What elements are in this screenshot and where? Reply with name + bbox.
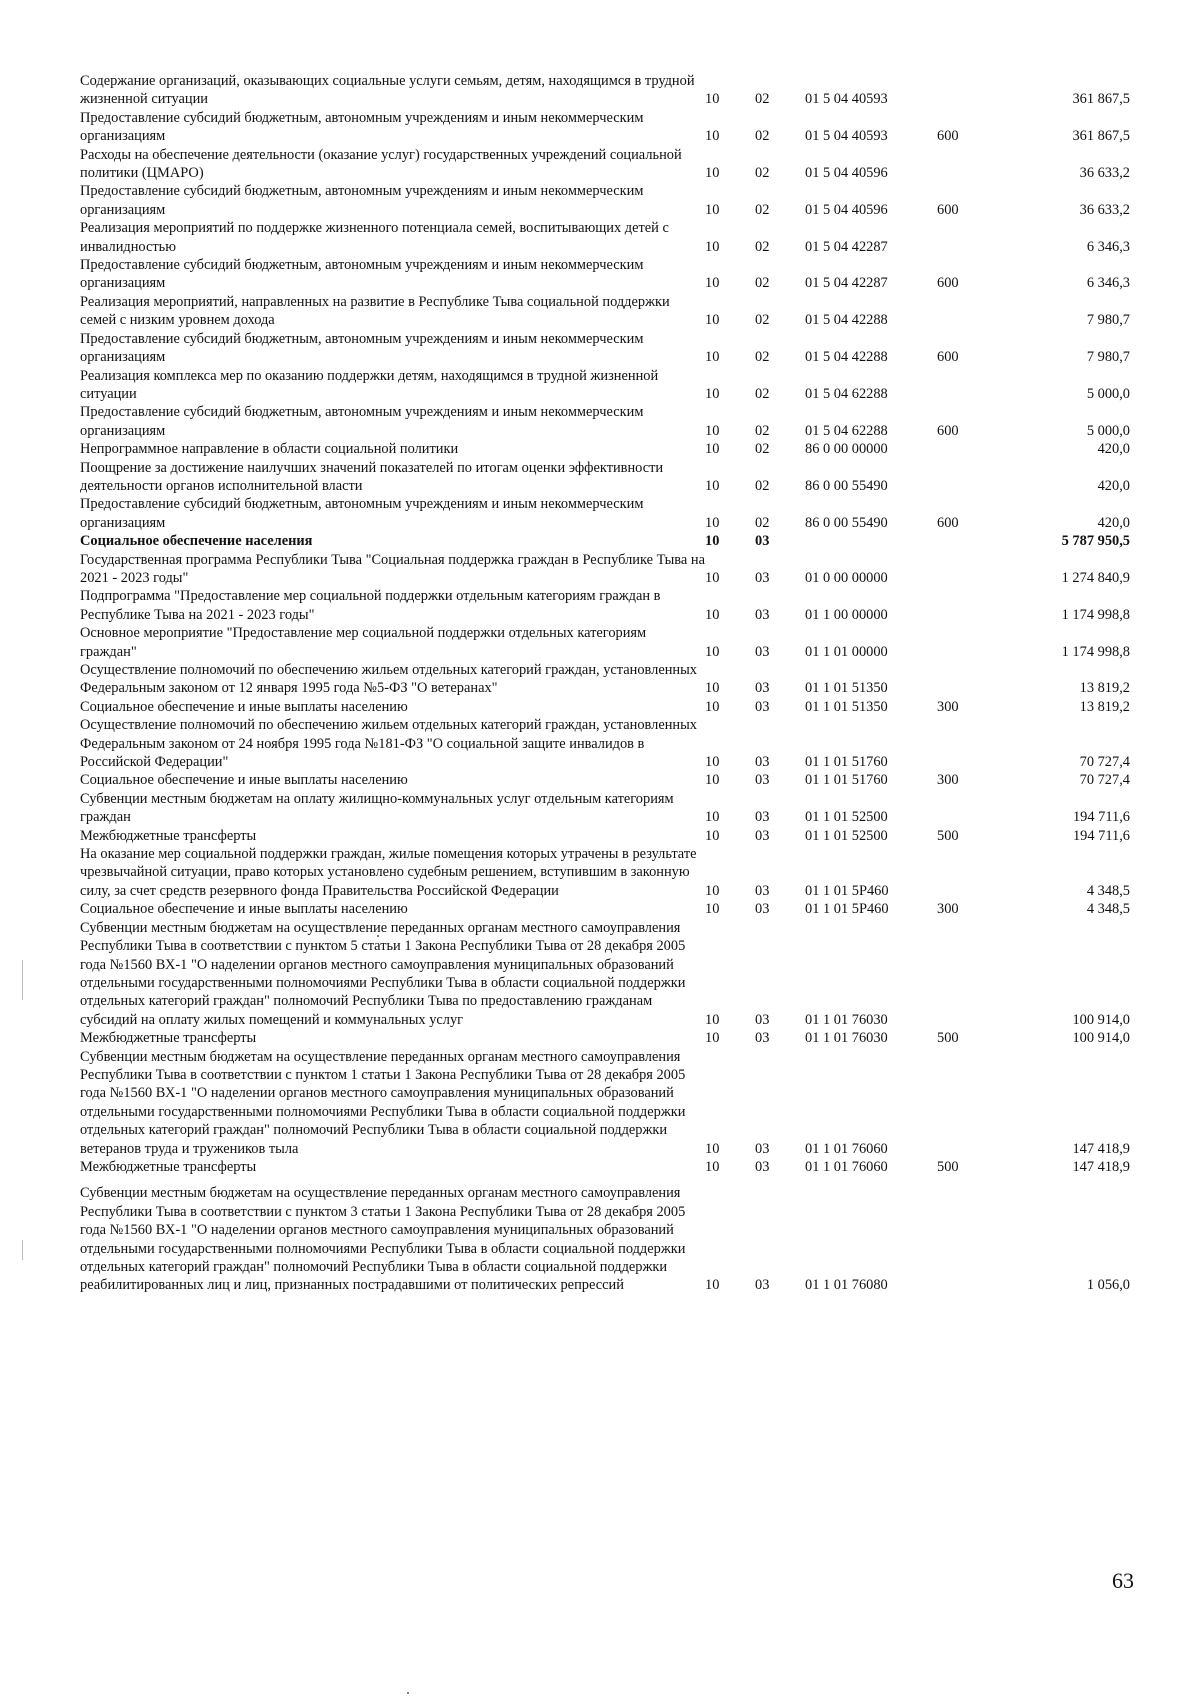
row-section: 10 [705,809,720,826]
row-name: Расходы на обеспечение деятельности (оказание услуг) государственных учреждений социальной политики (ЦМАРО) [80,146,682,182]
row-name: Межбюджетные трансферты [80,1158,257,1175]
row-target-article: 01 5 04 40596 [805,165,888,182]
row-name: Социальное обеспечение и иные выплаты населению [80,772,408,789]
row-subsection: 02 [755,128,770,145]
row-name: Реализация комплекса мер по оказанию поддержки детям, находящимся в трудной жизненной ситуации [80,367,659,402]
row-section: 10 [705,569,720,586]
row-subsection: 02 [755,422,770,439]
row-amount: 361 867,5 [1072,91,1130,108]
row-amount: 6 346,3 [1086,275,1130,292]
row-expense-type: 300 [937,698,959,715]
page-number: 63 [1112,1568,1134,1593]
row-target-article: 01 1 01 52500 [805,809,888,826]
row-subsection: 02 [755,238,770,255]
table-row [80,182,1130,219]
row-expense-type [937,219,1017,256]
row-expense-type [937,716,1017,771]
table-row [80,919,1130,1029]
row-expense-type [937,790,1017,827]
row-subsection: 02 [755,514,770,531]
row-subsection: 03 [755,569,770,586]
row-target-article: 86 0 00 00000 [805,441,888,458]
row-name: Предоставление субсидий бюджетным, автономным учреждениям и иным некоммерческим организациям [80,109,644,145]
table-row [80,1158,1130,1176]
row-target-article: 01 1 01 51760 [805,754,888,771]
row-amount: 1 174 998,8 [1061,643,1130,660]
row-expense-type [937,624,1017,661]
row-amount: 7 980,7 [1086,312,1130,329]
table-row [80,1176,1130,1294]
row-section: 10 [705,238,720,255]
row-section: 10 [705,385,720,402]
row-expense-type [937,661,1017,698]
row-name: Межбюджетные трансферты [80,1030,257,1047]
row-subsection: 03 [755,901,770,918]
row-subsection: 03 [755,643,770,660]
row-target-article: 01 1 01 76060 [805,1158,888,1175]
row-section: 10 [705,514,720,531]
budget-table [80,72,1130,1295]
row-target-article: 01 1 01 76030 [805,1011,888,1028]
row-section: 10 [705,606,720,623]
row-expense-type [937,459,1017,496]
row-amount: 6 346,3 [1086,238,1130,255]
row-subsection: 03 [755,1030,770,1047]
table-row [80,845,1130,900]
row-amount: 420,0 [1097,514,1130,531]
row-amount: 147 418,9 [1072,1158,1130,1175]
row-section: 10 [705,422,720,439]
row-target-article: 01 1 01 5Р460 [805,882,889,899]
row-target-article: 01 5 04 42287 [805,238,888,255]
row-section: 10 [705,275,720,292]
row-amount: 7 980,7 [1086,349,1130,366]
row-target-article: 01 1 01 51350 [805,680,888,697]
row-name: Субвенции местным бюджетам на осуществление переданных органам местного самоуправления Республики Тыва в соответствии с пунктом 3 статьи 1 Закона Республики Тыва от 28 декабря 2005 года №1560 ВХ-1 "О наделении органов местного самоуправления муниципальных образований отдельными государственными полномочиями Республики Тыва в области социальной поддержки отдельных категорий граждан" полномочий Республики Тыва в области социальной поддержки реабилитированных лиц и лиц, признанных пострадавшими от политических репрессий [80,1185,686,1294]
row-subsection: 03 [755,606,770,623]
table-row [80,109,1130,146]
row-amount: 36 633,2 [1079,201,1130,218]
row-name: Межбюджетные трансферты [80,827,257,844]
table-row [80,219,1130,256]
row-expense-type [937,845,1017,900]
row-subsection: 03 [755,754,770,771]
row-amount: 100 914,0 [1072,1030,1130,1047]
row-target-article: 01 1 01 52500 [805,827,888,844]
row-subsection: 02 [755,201,770,218]
row-subsection: 02 [755,349,770,366]
table-row [80,256,1130,293]
row-amount: 5 000,0 [1086,385,1130,402]
row-expense-type [937,1048,1017,1158]
row-name: Основное мероприятие "Предоставление мер социальной поддержки отдельных категориям граждан" [80,625,647,660]
row-target-article: 01 5 04 62288 [805,385,888,402]
table-row [80,1029,1130,1047]
row-subsection: 03 [755,827,770,844]
row-subsection: 03 [755,882,770,899]
row-section: 10 [705,533,720,550]
row-section: 10 [705,643,720,660]
row-target-article: 01 1 01 76030 [805,1030,888,1047]
row-amount: 1 174 998,8 [1061,606,1130,623]
table-row [80,146,1130,183]
row-target-article: 01 1 01 51350 [805,698,888,715]
row-amount: 194 711,6 [1072,827,1130,844]
table-row [80,459,1130,496]
row-target-article: 01 5 04 40593 [805,91,888,108]
row-target-article: 01 1 01 51760 [805,772,888,789]
row-expense-type [937,440,1017,458]
row-expense-type [937,1176,1017,1294]
table-row [80,551,1130,588]
row-section: 10 [705,1277,720,1294]
row-subsection: 03 [755,1277,770,1294]
row-section: 10 [705,201,720,218]
row-expense-type [937,293,1017,330]
table-row [80,827,1130,845]
scan-edge-mark [22,960,23,1000]
row-name: Социальное обеспечение и иные выплаты населению [80,901,408,918]
row-section: 10 [705,349,720,366]
row-amount: 4 348,5 [1086,882,1130,899]
row-subsection: 03 [755,1011,770,1028]
row-expense-type: 600 [937,275,959,292]
row-amount: 420,0 [1097,441,1130,458]
row-section: 10 [705,698,720,715]
row-target-article: 01 5 04 40593 [805,128,888,145]
row-amount: 5 000,0 [1086,422,1130,439]
row-amount: 420,0 [1097,477,1130,494]
table-row [80,771,1130,789]
row-name: Предоставление субсидий бюджетным, автономным учреждениям и иным некоммерческим организациям [80,404,644,439]
row-amount: 1 056,0 [1086,1277,1130,1294]
row-expense-type: 500 [937,1158,959,1175]
row-target-article [805,532,937,550]
row-name: Предоставление субсидий бюджетным, автономным учреждениям и иным некоммерческим организациям [80,496,644,531]
table-row [80,624,1130,661]
row-expense-type [937,72,1017,109]
row-amount: 1 274 840,9 [1061,569,1130,586]
row-target-article: 01 5 04 40596 [805,201,888,218]
row-name: Субвенции местным бюджетам на оплату жилищно-коммунальных услуг отдельным категориям граждан [80,790,674,826]
row-name: Предоставление субсидий бюджетным, автономным учреждениям и иным некоммерческим организациям [80,183,644,218]
row-expense-type [937,146,1017,183]
row-expense-type: 300 [937,901,959,918]
scan-speck [407,1692,409,1694]
row-section: 10 [705,165,720,182]
row-subsection: 03 [755,1158,770,1175]
row-target-article: 01 5 04 42287 [805,275,888,292]
row-target-article: 01 1 00 00000 [805,606,888,623]
table-row [80,698,1130,716]
row-name: Непрограммное направление в области социальной политики [80,441,459,458]
row-target-article: 01 5 04 42288 [805,312,888,329]
row-target-article: 01 5 04 42288 [805,349,888,366]
table-row [80,532,1130,550]
row-section: 10 [705,477,720,494]
row-expense-type: 500 [937,1030,959,1047]
row-target-article: 01 1 01 00000 [805,643,888,660]
table-row [80,440,1130,458]
row-subsection: 02 [755,91,770,108]
row-amount: 70 727,4 [1079,772,1130,789]
row-name: Поощрение за достижение наилучших значений показателей по итогам оценки эффективности деятельности органов исполнительной власти [80,459,664,494]
row-expense-type [937,919,1017,1029]
table-row [80,716,1130,771]
row-subsection: 03 [755,533,770,550]
table-row [80,661,1130,698]
row-name: Социальное обеспечение и иные выплаты населению [80,698,408,715]
row-expense-type: 300 [937,772,959,789]
row-target-article: 01 0 00 00000 [805,569,888,586]
row-expense-type [937,587,1017,624]
row-subsection: 03 [755,698,770,715]
row-section: 10 [705,772,720,789]
table-row [80,587,1130,624]
row-name: Осуществление полномочий по обеспечению жильем отдельных категорий граждан, установленных Федеральным законом от 24 ноября 1995 года №181-ФЗ "О социальной защите инвалидов в Российской Федерации" [80,717,697,771]
row-subsection: 02 [755,441,770,458]
row-name: Социальное обеспечение населения [80,533,313,550]
row-section: 10 [705,1011,720,1028]
row-name: На оказание мер социальной поддержки граждан, жилые помещения которых утрачены в результате чрезвычайной ситуации, право которых установлено судебным решением, вступившим в законную силу, за счет средств резервного фонда Правительства Российской Федерации [80,846,697,899]
row-amount: 13 819,2 [1079,698,1130,715]
row-expense-type: 600 [937,349,959,366]
row-amount: 361 867,5 [1072,128,1130,145]
row-amount: 70 727,4 [1079,754,1130,771]
budget-table-body [80,72,1130,1295]
row-amount: 147 418,9 [1072,1140,1130,1157]
row-name: Реализация мероприятий, направленных на развитие в Республике Тыва социальной поддержки семей с низким уровнем дохода [80,293,670,329]
row-section: 10 [705,128,720,145]
row-name: Подпрограмма "Предоставление мер социальной поддержки отдельным категориям граждан в Республике Тыва на 2021 - 2023 годы" [80,588,661,623]
row-name: Субвенции местным бюджетам на осуществление переданных органам местного самоуправления Республики Тыва в соответствии с пунктом 5 статьи 1 Закона Республики Тыва от 28 декабря 2005 года №1560 ВХ-1 "О наделении органов местного самоуправления муниципальных образований отдельными государственными полномочиями Республики Тыва в области социальной поддержки отдельных категорий граждан" полномочий Республики Тыва по предоставлению гражданам субсидий на оплату жилых помещений и коммунальных услуг [80,919,686,1028]
row-target-article: 01 5 04 62288 [805,422,888,439]
row-expense-type: 600 [937,422,959,439]
row-name: Осуществление полномочий по обеспечению жильем отдельных категорий граждан, установленных Федеральным законом от 12 января 1995 года №5-ФЗ "О ветеранах" [80,662,697,697]
row-subsection: 02 [755,385,770,402]
row-section: 10 [705,1140,720,1157]
table-row [80,495,1130,532]
row-subsection: 03 [755,1140,770,1157]
row-target-article: 86 0 00 55490 [805,477,888,494]
table-row [80,900,1130,918]
table-row [80,367,1130,404]
scan-edge-mark [22,1240,23,1260]
table-row [80,330,1130,367]
row-section: 10 [705,91,720,108]
row-section: 10 [705,882,720,899]
row-section: 10 [705,1158,720,1175]
row-amount: 194 711,6 [1072,809,1130,826]
row-subsection: 02 [755,165,770,182]
table-row [80,293,1130,330]
row-amount: 13 819,2 [1079,680,1130,697]
row-expense-type: 600 [937,128,959,145]
row-amount: 4 348,5 [1086,901,1130,918]
table-row [80,72,1130,109]
row-name: Субвенции местным бюджетам на осуществление переданных органам местного самоуправления Республики Тыва в соответствии с пунктом 1 статьи 1 Закона Республики Тыва от 28 декабря 2005 года №1560 ВХ-1 "О наделении органов местного самоуправления муниципальных образований отдельными государственными полномочиями Республики Тыва в области социальной поддержки отдельных категорий граждан" полномочий Республики Тыва в области социальной поддержки ветеранов труда и тружеников тыла [80,1048,686,1157]
table-row [80,1048,1130,1158]
row-section: 10 [705,441,720,458]
row-subsection: 03 [755,680,770,697]
row-subsection: 02 [755,275,770,292]
row-name: Реализация мероприятий по поддержке жизненного потенциала семей, воспитывающих детей с инвалидностью [80,220,669,255]
row-expense-type: 600 [937,201,959,218]
row-section: 10 [705,1030,720,1047]
row-expense-type [937,551,1017,588]
row-subsection: 02 [755,312,770,329]
row-amount: 36 633,2 [1079,165,1130,182]
row-subsection: 02 [755,477,770,494]
row-expense-type [937,367,1017,404]
table-row [80,790,1130,827]
row-section: 10 [705,312,720,329]
row-amount: 5 787 950,5 [1061,533,1130,550]
row-expense-type: 500 [937,827,959,844]
row-target-article: 86 0 00 55490 [805,514,888,531]
row-subsection: 03 [755,772,770,789]
row-section: 10 [705,680,720,697]
row-expense-type [937,532,1017,550]
row-target-article: 01 1 01 76060 [805,1140,888,1157]
row-section: 10 [705,754,720,771]
row-subsection: 03 [755,809,770,826]
row-amount: 100 914,0 [1072,1011,1130,1028]
row-name: Предоставление субсидий бюджетным, автономным учреждениям и иным некоммерческим организациям [80,330,644,366]
row-name: Государственная программа Республики Тыва "Социальная поддержка граждан в Республике Тыва на 2021 - 2023 годы" [80,551,705,586]
row-name: Содержание организаций, оказывающих социальные услуги семьям, детям, находящимся в трудной жизненной ситуации [80,73,695,108]
row-target-article: 01 1 01 76080 [805,1277,888,1294]
row-section: 10 [705,901,720,918]
row-expense-type: 600 [937,514,959,531]
table-row [80,403,1130,440]
row-section: 10 [705,827,720,844]
row-name: Предоставление субсидий бюджетным, автономным учреждениям и иным некоммерческим организациям [80,257,644,292]
row-target-article: 01 1 01 5Р460 [805,901,889,918]
